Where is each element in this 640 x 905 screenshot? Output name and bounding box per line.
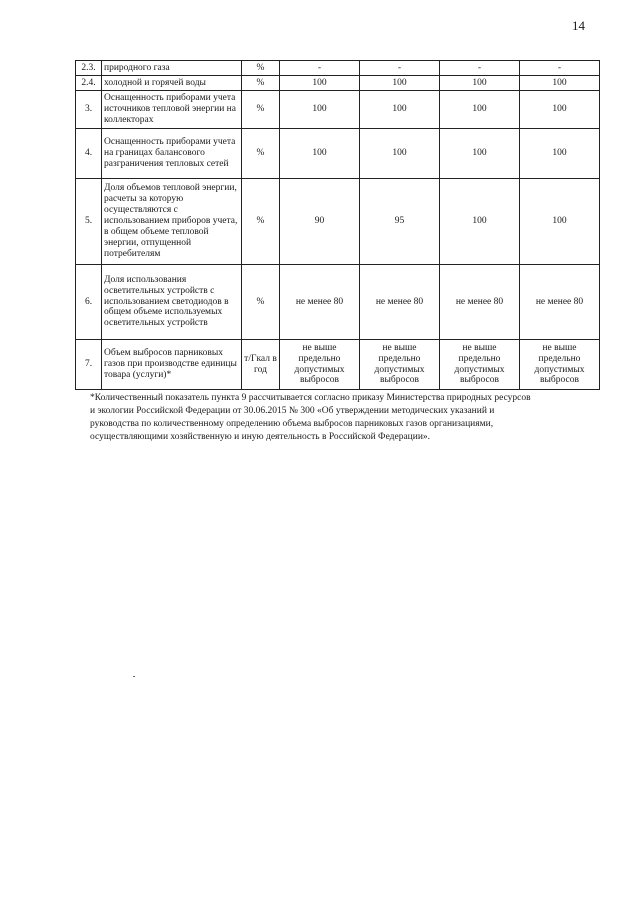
value-cell: 90 [280, 179, 360, 265]
value-cell: 100 [440, 129, 520, 179]
value-cell: 100 [520, 179, 600, 265]
unit-cell: т/Гкал в год [242, 340, 280, 390]
value-cell: не выше предельно допустимых выбросов [360, 340, 440, 390]
table-row [76, 91, 600, 129]
indicator-name: холодной и горячей воды [102, 76, 242, 91]
value-cell: 100 [440, 179, 520, 265]
table-row [76, 61, 600, 76]
indicator-name: Доля использования осветительных устройств с использованием светодиодов в общем объеме используемых осветительных устройств [102, 265, 242, 340]
unit-cell: % [242, 129, 280, 179]
row-number: 5. [76, 179, 102, 265]
row-number: 7. [76, 340, 102, 390]
indicator-name: природного газа [102, 61, 242, 76]
value-cell: - [520, 61, 600, 76]
unit-cell: % [242, 265, 280, 340]
row-number: 6. [76, 265, 102, 340]
indicator-name: Оснащенность приборами учета на границах балансового разграничения тепловых сетей [102, 129, 242, 179]
value-cell: 100 [280, 129, 360, 179]
scan-speck [133, 676, 135, 677]
value-cell: не менее 80 [360, 265, 440, 340]
footnote [90, 392, 599, 444]
value-cell: не выше предельно допустимых выбросов [440, 340, 520, 390]
indicator-name: Оснащенность приборами учета источников тепловой энергии на коллекторах [102, 91, 242, 129]
value-cell: 100 [520, 129, 600, 179]
table-row [76, 340, 600, 390]
value-cell: 100 [520, 76, 600, 91]
value-cell: не менее 80 [280, 265, 360, 340]
indicators-table [75, 60, 600, 390]
unit-cell: % [242, 179, 280, 265]
table-row [76, 179, 600, 265]
indicator-name: Доля объемов тепловой энергии, расчеты за которую осуществляются с использованием приборов учета, в общем объеме тепловой энергии, отпущенной потребителям [102, 179, 242, 265]
unit-cell: % [242, 61, 280, 76]
table-row [76, 129, 600, 179]
row-number: 2.3. [76, 61, 102, 76]
value-cell: 100 [360, 91, 440, 129]
value-cell: не менее 80 [440, 265, 520, 340]
value-cell: не менее 80 [520, 265, 600, 340]
value-cell: 100 [440, 76, 520, 91]
value-cell: 100 [360, 76, 440, 91]
table-row [76, 265, 600, 340]
value-cell: 95 [360, 179, 440, 265]
indicator-name: Объем выбросов парниковых газов при производстве единицы товара (услуги)* [102, 340, 242, 390]
unit-cell: % [242, 91, 280, 129]
value-cell: 100 [360, 129, 440, 179]
unit-cell: % [242, 76, 280, 91]
value-cell: 100 [280, 76, 360, 91]
value-cell: 100 [520, 91, 600, 129]
footnote-line: *Количественный показатель пункта 9 рассчитывается согласно приказу Министерства природных ресурсов [90, 393, 531, 403]
footnote-line: и экологии Российской Федерации от 30.06.2015 № 300 «Об утверждении методических указаний и [90, 406, 495, 416]
value-cell: - [360, 61, 440, 76]
footnote-line: осуществляющими хозяйственную и иную деятельность в Российской Федерации». [90, 432, 431, 442]
value-cell: не выше предельно допустимых выбросов [280, 340, 360, 390]
value-cell: 100 [440, 91, 520, 129]
row-number: 3. [76, 91, 102, 129]
value-cell: не выше предельно допустимых выбросов [520, 340, 600, 390]
value-cell: - [280, 61, 360, 76]
value-cell: 100 [280, 91, 360, 129]
row-number: 2.4. [76, 76, 102, 91]
footnote-line: руководства по количественному определению объема выбросов парниковых газов организациями, [90, 419, 494, 429]
page-number: 14 [572, 18, 585, 33]
value-cell: - [440, 61, 520, 76]
table-row [76, 76, 600, 91]
row-number: 4. [76, 129, 102, 179]
